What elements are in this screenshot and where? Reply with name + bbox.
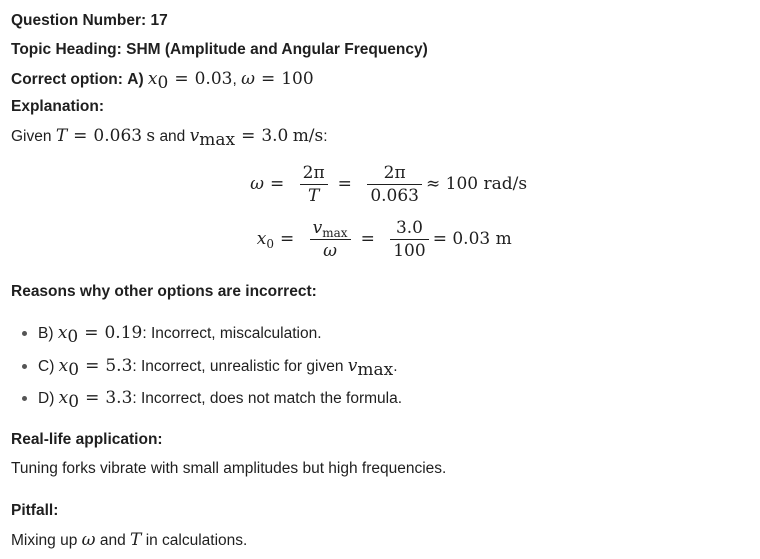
given-prefix: Given (11, 128, 52, 145)
x0-equation: $x_0$ = $\frac{v_{max}}{\omega}$ = $\frac{3.0}{100}$ = 0.03 m (256, 218, 512, 261)
reason-item-b: B) $x_0 = 0.19$: Incorrect, miscalculation. (38, 323, 322, 347)
given-vmax-unit: m/s (292, 126, 324, 146)
x0-fraction-1: $\frac{v_{max}}{\omega}$ (310, 217, 351, 262)
real-life-text: Tuning forks vibrate with small amplitudes but high frequencies. (11, 460, 447, 477)
correct-omega-value: 100 (281, 69, 314, 89)
given-T-value: 0.063 (93, 126, 143, 146)
correct-x0-value: 0.03 (194, 69, 233, 89)
question-number-label: Question Number: (11, 12, 147, 29)
pitfall-text: Mixing up ω and T in calculations. (11, 530, 248, 550)
reasons-heading: Reasons why other options are incorrect: (11, 283, 317, 300)
real-life-heading: Real-life application: (11, 431, 163, 448)
topic-heading-value: SHM (Amplitude and Angular Frequency) (126, 41, 428, 58)
omega-fraction-1: $\frac{2\pi}{T}$ (300, 162, 328, 207)
pitfall-heading: Pitfall: (11, 502, 59, 519)
given-and: and (159, 128, 186, 145)
topic-heading-label: Topic Heading: (11, 41, 122, 58)
bullet-dot (22, 364, 27, 369)
correct-option: Correct option: A) $x_0 = 0.03$, ω = 100 (11, 69, 314, 93)
bullet-dot (22, 396, 27, 401)
bullet-dot (22, 331, 27, 336)
x0-result: 0.03 m (452, 229, 512, 249)
reason-item-c: C) $x_0 = 5.3$: Incorrect, unrealistic for given $v_{max}$. (38, 356, 398, 380)
reason-item-d: D) $x_0 = 3.3$: Incorrect, does not match the formula. (38, 388, 403, 412)
question-number (11, 11, 168, 31)
topic-heading (11, 40, 428, 60)
given-line: Given T = 0.063 s and $v_{max} = 3.0$ m/s: (11, 126, 328, 150)
given-T-unit: s (146, 126, 156, 146)
x0-fraction-2: $\frac{3.0}{100}$ (390, 217, 428, 262)
question-number-value: 17 (150, 12, 168, 29)
correct-option-label: Correct option: (11, 71, 123, 88)
omega-equation: ω = $\frac{2\pi}{T}$ = $\frac{2\pi}{0.063}$ ≈ 100 rad/s (250, 163, 528, 206)
given-vmax-value: 3.0 (261, 126, 289, 146)
correct-option-letter: A) (127, 71, 144, 88)
explanation-heading: Explanation: (11, 98, 105, 115)
omega-result: 100 rad/s (445, 174, 528, 194)
omega-fraction-2: $\frac{2\pi}{0.063}$ (367, 162, 422, 207)
